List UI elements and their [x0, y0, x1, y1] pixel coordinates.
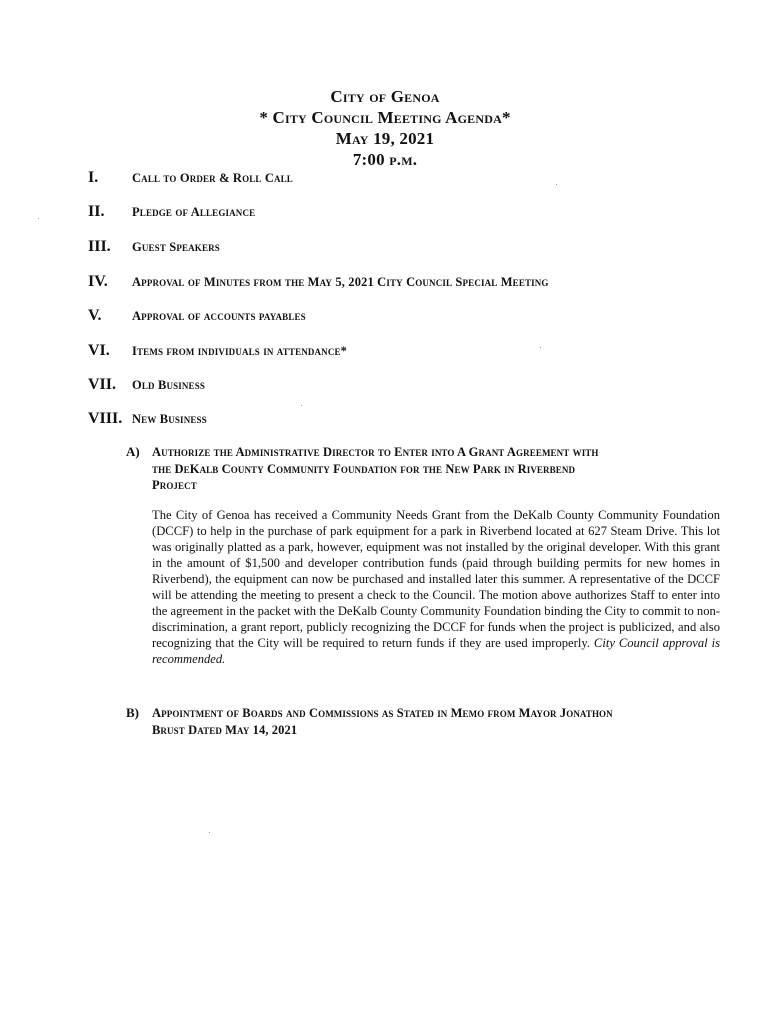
agenda-title: * City Council Meeting Agenda* [259, 108, 511, 127]
sub-item-title-line: Brust Dated May 14, 2021 [152, 722, 298, 737]
scan-speck [556, 184, 557, 185]
new-business-item-a [126, 444, 726, 494]
sub-item-title [152, 444, 732, 494]
item-text: Approval of accounts payables [132, 309, 306, 323]
item-numeral: VII. [88, 376, 117, 393]
agenda-item-1 [88, 169, 728, 189]
agenda-item-5 [88, 307, 728, 327]
agenda-item-7 [88, 376, 728, 396]
meeting-date: May 19, 2021 [335, 129, 435, 148]
item-numeral: IV. [88, 273, 108, 290]
item-text: Call to Order & Roll Call [132, 171, 293, 185]
sub-item-letter: A) [126, 444, 140, 459]
new-business-item-b [126, 705, 726, 741]
item-numeral: III. [88, 238, 111, 255]
agenda-header [0, 86, 770, 170]
scan-speck [540, 347, 541, 348]
scan-speck [38, 218, 39, 219]
item-numeral: VIII. [88, 410, 123, 427]
sub-item-title-line: the DeKalb County Community Foundation for the New Park in Riverbend [152, 461, 576, 476]
sub-item-title-line: Authorize the Administrative Director to Enter into A Grant Agreement with [152, 445, 599, 459]
sub-item-letter: B) [126, 705, 139, 720]
item-a-description [152, 507, 720, 667]
scan-speck [209, 832, 210, 833]
item-numeral: II. [88, 203, 105, 220]
item-text: Items from individuals in attendance* [132, 344, 348, 358]
item-text: Old Business [132, 378, 206, 392]
item-text: Pledge of Allegiance [132, 205, 256, 219]
sub-item-title-line: Appointment of Boards and Commissions as Stated in Memo from Mayor Jonathon [152, 706, 613, 720]
description-text: The City of Genoa has received a Community Needs Grant from the DeKalb County Community Foundation (DCCF) to help in the purchase of park equipment for a park in Riverbend located at 627 Steam Drive. This lot was originally platted as a park, however, equipment was not installed by the original developer. With this grant in the amount of $1,500 and developer contribution funds (paid through building permits for new homes in Riverbend), the equipment can now be purchased and installed later this summer. A representative of the DCCF will be attending the meeting to present a check to the Council. The motion above authorizes Staff to enter into the agreement in the packet with the DeKalb County Community Foundation binding the City to commit to non-discrimination, a grant report, publicly recognizing the DCCF for funds when the project is publicized, and also recognizing that the City will be required to return funds if they are used improperly. [152, 508, 720, 650]
scan-speck [301, 405, 302, 406]
agenda-item-8 [88, 410, 728, 430]
meeting-time: 7:00 p.m. [352, 150, 418, 169]
item-numeral: V. [88, 307, 102, 324]
recommendation-text: City Council approval is recommended. [152, 636, 721, 666]
item-text: Approval of Minutes from the May 5, 2021 City Council Special Meeting [132, 275, 549, 289]
item-text: Guest Speakers [132, 240, 220, 254]
item-numeral: VI. [88, 342, 110, 359]
agenda-item-6 [88, 342, 728, 362]
sub-item-title [152, 705, 732, 738]
item-numeral: I. [88, 169, 99, 186]
item-text: New Business [132, 412, 207, 426]
sub-item-title-line: Project [152, 478, 197, 492]
agenda-item-3 [88, 238, 728, 258]
city-name: City of Genoa [330, 87, 440, 106]
agenda-item-2 [88, 203, 728, 223]
agenda-item-4 [88, 273, 728, 293]
